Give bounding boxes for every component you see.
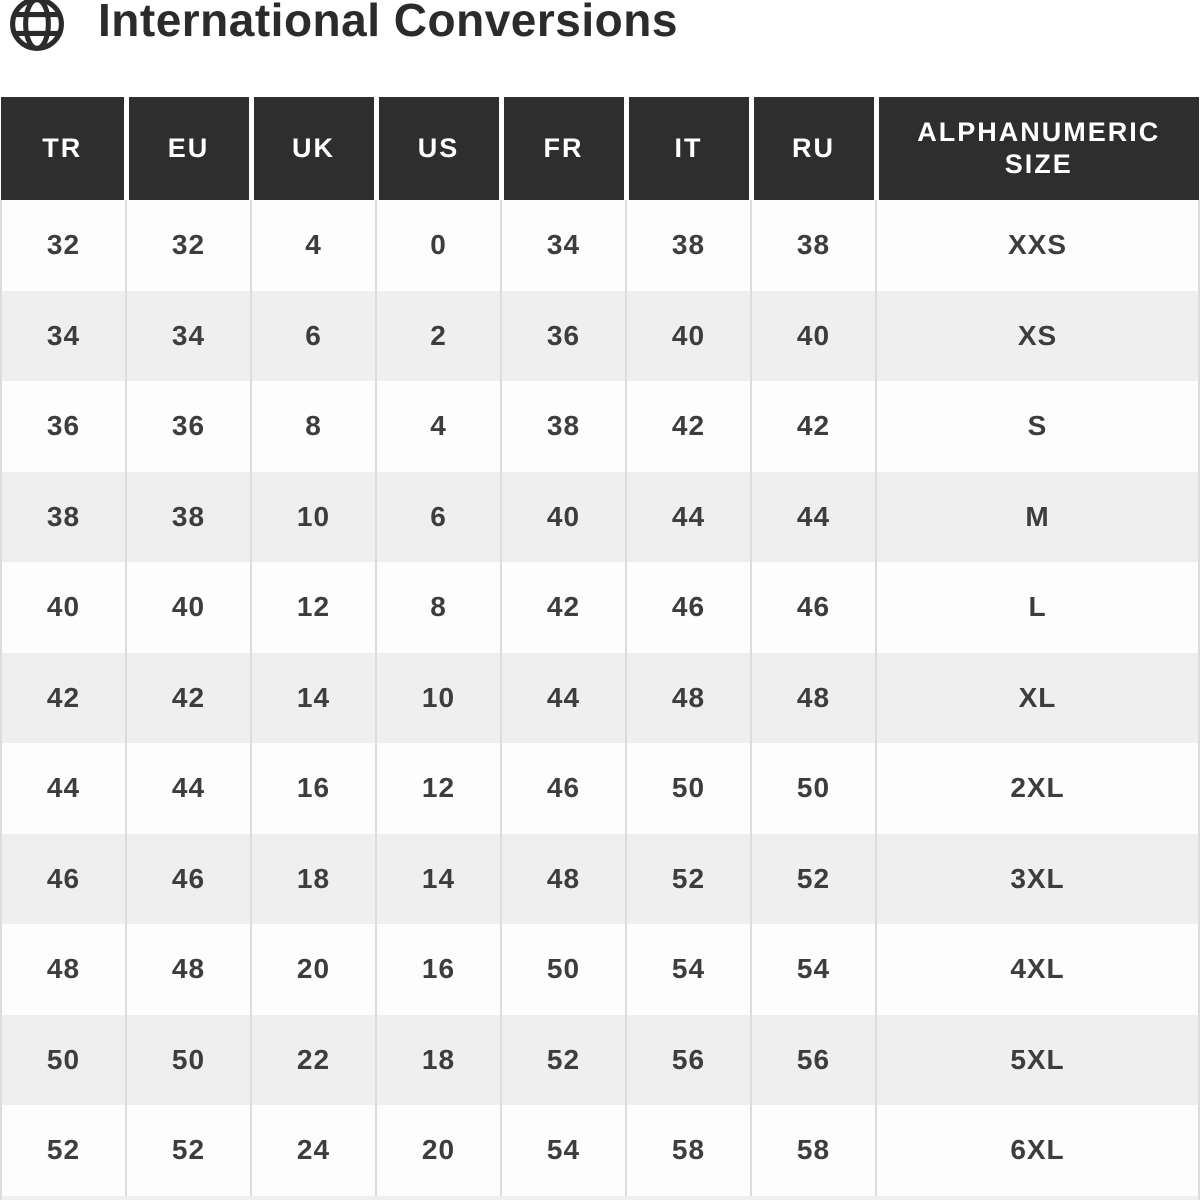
table-cell: 46 [626,562,751,653]
table-cell: L [876,562,1199,653]
table-cell: 6 [376,472,501,563]
column-header-tr: TR [1,97,126,200]
table-cell: 44 [126,743,251,834]
column-header-us: US [376,97,501,200]
table-cell: 3XL [876,834,1199,925]
table-row [1,562,1199,653]
table-cell: 34 [501,200,626,291]
table-cell: 48 [1,924,126,1015]
column-header-ru: RU [751,97,876,200]
table-cell: 50 [1,1015,126,1106]
table-cell: 50 [626,743,751,834]
table-cell: 38 [1,472,126,563]
table-cell: 52 [126,1105,251,1196]
table-cell: 6 [251,291,376,382]
table-cell: 54 [751,924,876,1015]
table-cell: 6XL [876,1105,1199,1196]
table-cell: 48 [626,653,751,744]
table-cell: 4XL [876,924,1199,1015]
table-cell: XS [876,291,1199,382]
table-cell: XXS [876,200,1199,291]
table-row [1,472,1199,563]
table-cell: 36 [1,381,126,472]
table-cell: 2XL [876,743,1199,834]
table-cell: 4 [251,200,376,291]
table-cell: 10 [251,472,376,563]
table-cell: 10 [376,653,501,744]
table-cell: 24 [251,1105,376,1196]
table-cell: 40 [751,291,876,382]
table-cell: 0 [376,200,501,291]
column-header-it: IT [626,97,751,200]
table-cell: 36 [126,381,251,472]
table-cell: 48 [751,653,876,744]
table-row [1,291,1199,382]
table-cell: 42 [501,562,626,653]
title-bar [0,0,1200,97]
table-cell: 42 [126,653,251,744]
table-cell: 2 [376,291,501,382]
table-cell: 16 [251,743,376,834]
cutoff-row-strip [0,1196,1200,1200]
table-cell: 52 [751,834,876,925]
table-cell: 12 [376,743,501,834]
column-header-eu: EU [126,97,251,200]
table-cell: 56 [751,1015,876,1106]
table-cell: 46 [1,834,126,925]
table-cell: 52 [626,834,751,925]
table-cell: 32 [126,200,251,291]
table-cell: 46 [751,562,876,653]
table-cell: 54 [626,924,751,1015]
table-cell: 54 [501,1105,626,1196]
table-cell: 42 [1,653,126,744]
table-row [1,834,1199,925]
table-cell: 40 [626,291,751,382]
table-row [1,743,1199,834]
table-cell: 14 [376,834,501,925]
table-cell: 58 [626,1105,751,1196]
globe-icon [8,0,66,61]
table-cell: 44 [626,472,751,563]
table-cell: 8 [251,381,376,472]
table-cell: 42 [751,381,876,472]
table-row [1,924,1199,1015]
table-cell: 18 [251,834,376,925]
table-cell: 56 [626,1015,751,1106]
table-cell: 18 [376,1015,501,1106]
table-cell: 38 [501,381,626,472]
table-cell: 5XL [876,1015,1199,1106]
table-cell: 16 [376,924,501,1015]
table-cell: S [876,381,1199,472]
table-cell: 44 [751,472,876,563]
table-cell: 52 [1,1105,126,1196]
table-row [1,1015,1199,1106]
table-cell: 46 [501,743,626,834]
table-cell: 44 [1,743,126,834]
column-header-fr: FR [501,97,626,200]
table-cell: 40 [126,562,251,653]
table-cell: 40 [501,472,626,563]
conversion-table [0,97,1200,1196]
table-cell: 40 [1,562,126,653]
table-cell: 32 [1,200,126,291]
table-cell: 22 [251,1015,376,1106]
table-row [1,381,1199,472]
table-cell: 34 [126,291,251,382]
table-cell: 20 [376,1105,501,1196]
table-cell: 36 [501,291,626,382]
table-cell: 44 [501,653,626,744]
table-cell: 38 [126,472,251,563]
table-body [1,200,1199,1196]
table-cell: 46 [126,834,251,925]
table-cell: 50 [751,743,876,834]
table-cell: 34 [1,291,126,382]
table-cell: XL [876,653,1199,744]
table-cell: 52 [501,1015,626,1106]
table-cell: 38 [626,200,751,291]
table-cell: 38 [751,200,876,291]
table-cell: 42 [626,381,751,472]
page-title: International Conversions [98,0,678,46]
table-cell: 48 [501,834,626,925]
table-cell: 50 [501,924,626,1015]
table-row [1,200,1199,291]
table-row [1,1105,1199,1196]
table-header [1,97,1199,200]
table-cell: 14 [251,653,376,744]
table-cell: M [876,472,1199,563]
table-cell: 20 [251,924,376,1015]
table-header-row [1,97,1199,200]
table-cell: 48 [126,924,251,1015]
column-header-alphanumeric-size: ALPHANUMERIC SIZE [876,97,1199,200]
table-cell: 58 [751,1105,876,1196]
table-cell: 4 [376,381,501,472]
column-header-uk: UK [251,97,376,200]
table-cell: 50 [126,1015,251,1106]
table-cell: 8 [376,562,501,653]
table-row [1,653,1199,744]
table-cell: 12 [251,562,376,653]
